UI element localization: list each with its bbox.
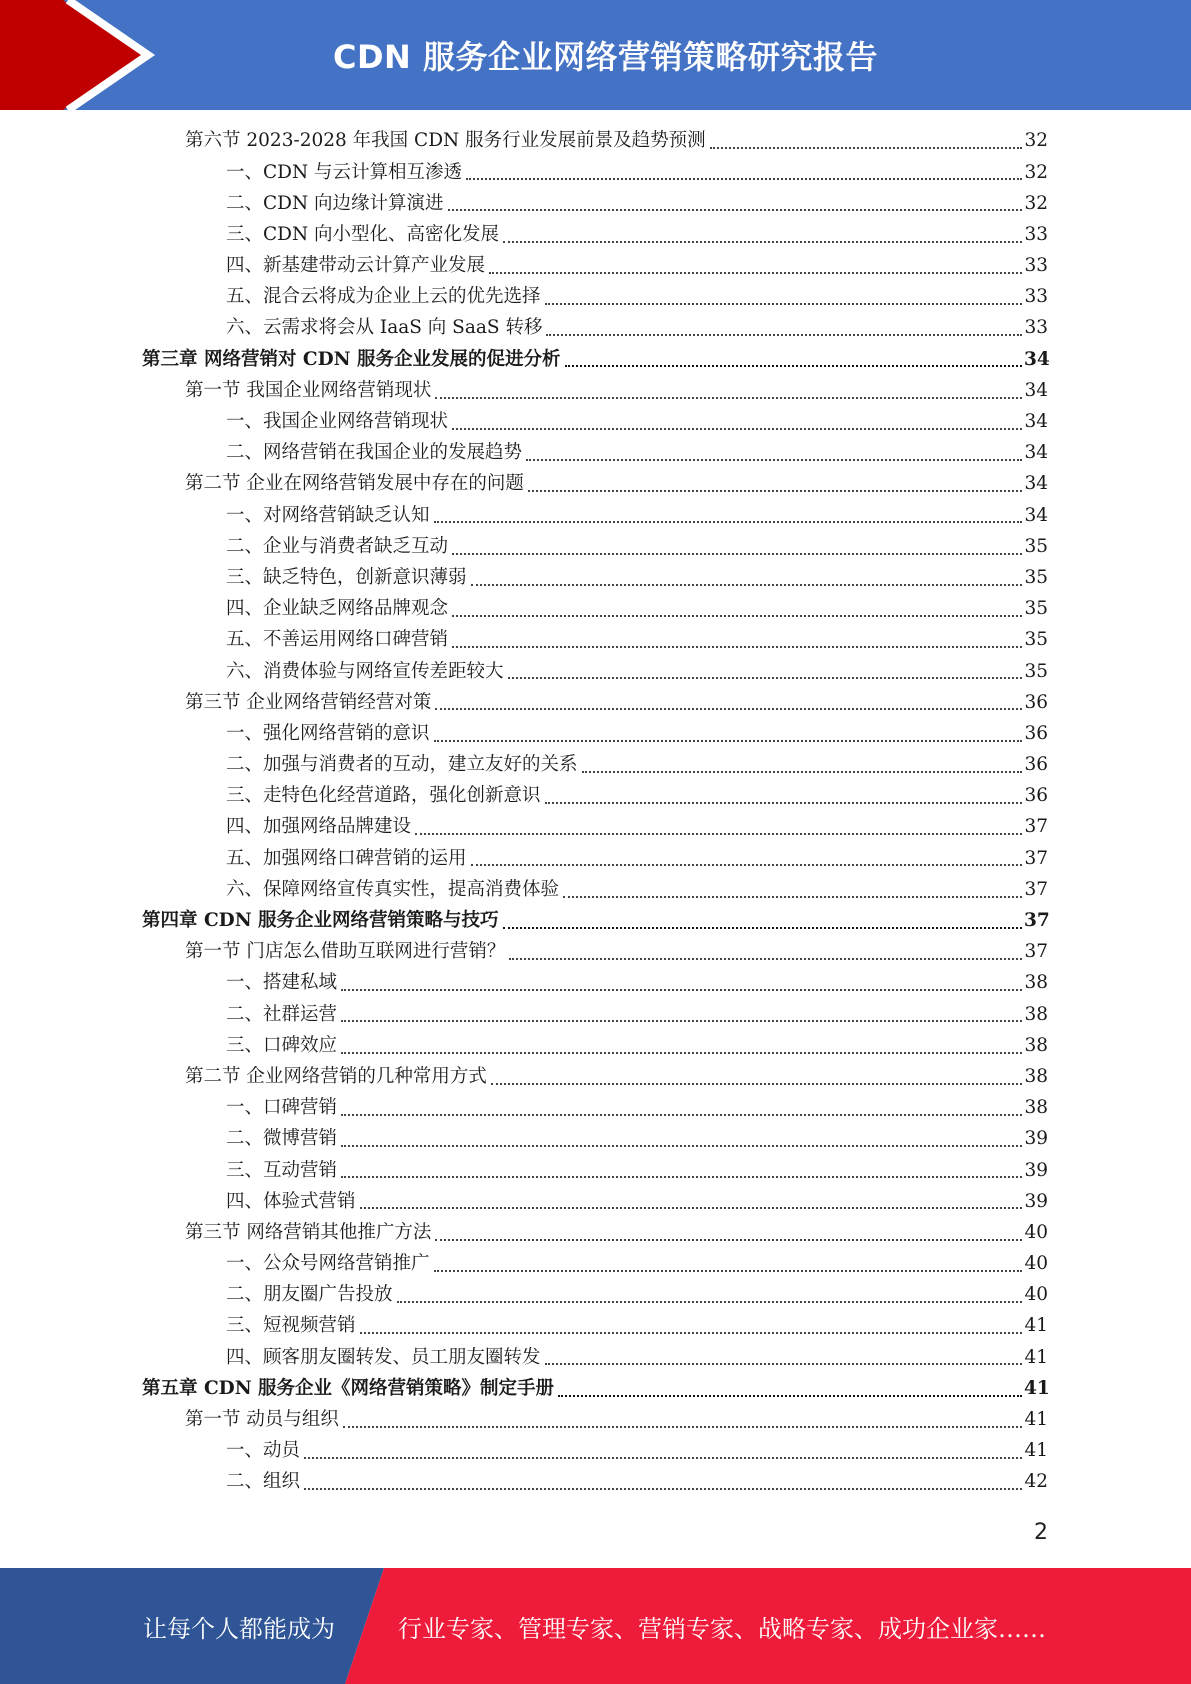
toc-dot-leader [471, 863, 1022, 866]
toc-dot-leader [503, 240, 1022, 243]
toc-entry-title: 第一节 门店怎么借助互联网进行营销？ [185, 941, 506, 963]
toc-dot-leader [509, 957, 1022, 960]
toc-dot-leader [565, 364, 1022, 367]
toc-subsection-entry[interactable] [0, 1342, 1191, 1373]
toc-subsection-entry[interactable] [0, 843, 1191, 874]
toc-subsection-entry[interactable] [0, 157, 1191, 188]
toc-subsection-entry[interactable] [0, 251, 1191, 282]
toc-subsection-entry[interactable] [0, 563, 1191, 594]
footer-banner [0, 1568, 1191, 1684]
toc-entry-title: 第二节 企业网络营销的几种常用方式 [185, 1065, 487, 1087]
toc-section-entry[interactable] [0, 126, 1191, 157]
toc-subsection-entry[interactable] [0, 1093, 1191, 1124]
toc-dot-leader [545, 302, 1022, 305]
toc-entry-title: 六、保障网络宣传真实性，提高消费体验 [226, 878, 560, 900]
toc-entry-page: 34 [1024, 411, 1048, 433]
toc-dot-leader [341, 988, 1022, 991]
toc-entry-page: 37 [1024, 941, 1048, 963]
toc-entry-title: 三、短视频营销 [226, 1315, 356, 1337]
toc-dot-leader [304, 1487, 1022, 1490]
toc-subsection-entry[interactable] [0, 781, 1191, 812]
toc-entry-page: 33 [1024, 286, 1048, 308]
toc-dot-leader [341, 1144, 1022, 1147]
toc-subsection-entry[interactable] [0, 812, 1191, 843]
toc-entry-page: 34 [1024, 442, 1048, 464]
toc-dot-leader [471, 583, 1022, 586]
toc-entry-title: 一、公众号网络营销推广 [226, 1253, 430, 1275]
toc-dot-leader [545, 801, 1022, 804]
toc-entry-page: 36 [1024, 691, 1048, 713]
toc-dot-leader [452, 614, 1022, 617]
toc-entry-title: 第一节 我国企业网络营销现状 [185, 379, 432, 401]
toc-section-entry[interactable] [0, 376, 1191, 407]
toc-entry-page: 41 [1024, 1346, 1048, 1368]
toc-entry-title: 二、微博营销 [226, 1128, 338, 1150]
toc-dot-leader [545, 1362, 1022, 1365]
toc-subsection-entry[interactable] [0, 968, 1191, 999]
toc-entry-page: 32 [1024, 130, 1048, 152]
toc-dot-leader [304, 1456, 1022, 1459]
toc-dot-leader [503, 926, 1022, 929]
toc-dot-leader [489, 271, 1022, 274]
toc-entry-page: 35 [1024, 598, 1048, 620]
page-number: 2 [1034, 1520, 1048, 1545]
toc-dot-leader [435, 1238, 1022, 1241]
toc-subsection-entry[interactable] [0, 1436, 1191, 1467]
toc-entry-page: 36 [1024, 785, 1048, 807]
toc-entry-page: 35 [1024, 660, 1048, 682]
toc-entry-page: 38 [1024, 972, 1048, 994]
toc-section-entry[interactable] [0, 1218, 1191, 1249]
toc-entry-page: 38 [1024, 1097, 1048, 1119]
toc-entry-title: 四、加强网络品牌建设 [226, 816, 412, 838]
toc-entry-page: 34 [1024, 473, 1048, 495]
toc-section-entry[interactable] [0, 937, 1191, 968]
toc-entry-title: 第三章 网络营销对 CDN 服务企业发展的促进分析 [142, 348, 561, 370]
toc-section-entry[interactable] [0, 687, 1191, 718]
toc-entry-title: 四、企业缺乏网络品牌观念 [226, 598, 449, 620]
toc-subsection-entry[interactable] [0, 1124, 1191, 1155]
toc-entry-title: 二、企业与消费者缺乏互动 [226, 535, 449, 557]
toc-subsection-entry[interactable] [0, 625, 1191, 656]
toc-dot-leader [452, 552, 1022, 555]
toc-entry-title: 四、新基建带动云计算产业发展 [226, 255, 486, 277]
toc-entry-title: 一、动员 [226, 1440, 301, 1462]
toc-chapter-entry[interactable] [0, 906, 1191, 937]
toc-dot-leader [434, 1269, 1022, 1272]
toc-dot-leader [558, 1394, 1022, 1397]
toc-entry-title: 一、搭建私域 [226, 972, 338, 994]
toc-subsection-entry[interactable] [0, 1249, 1191, 1280]
toc-subsection-entry[interactable] [0, 1155, 1191, 1186]
toc-dot-leader [341, 1113, 1022, 1116]
toc-dot-leader [434, 739, 1022, 742]
header-banner [0, 0, 1191, 110]
toc-entry-page: 40 [1024, 1221, 1048, 1243]
toc-dot-leader [434, 520, 1022, 523]
toc-entry-title: 一、口碑营销 [226, 1097, 338, 1119]
toc-entry-page: 32 [1024, 161, 1048, 183]
toc-entry-title: 三、走特色化经营道路，强化创新意识 [226, 785, 541, 807]
toc-entry-title: 二、加强与消费者的互动，建立友好的关系 [226, 754, 578, 776]
toc-entry-page: 39 [1024, 1190, 1048, 1212]
toc-subsection-entry[interactable] [0, 1311, 1191, 1342]
toc-entry-title: 第三节 企业网络营销经营对策 [185, 691, 432, 713]
toc-dot-leader [341, 1051, 1022, 1054]
toc-entry-page: 34 [1024, 348, 1050, 370]
toc-entry-page: 40 [1024, 1253, 1048, 1275]
toc-entry-title: 四、体验式营销 [226, 1190, 356, 1212]
toc-entry-title: 二、组织 [226, 1471, 301, 1493]
toc-entry-title: 二、网络营销在我国企业的发展趋势 [226, 442, 523, 464]
toc-subsection-entry[interactable] [0, 438, 1191, 469]
toc-entry-page: 40 [1024, 1284, 1048, 1306]
toc-subsection-entry[interactable] [0, 1280, 1191, 1311]
toc-dot-leader [360, 1206, 1022, 1209]
report-title: CDN 服务企业网络营销策略研究报告 [333, 38, 878, 76]
toc-entry-title: 一、我国企业网络营销现状 [226, 411, 449, 433]
toc-dot-leader [528, 489, 1022, 492]
toc-entry-title: 二、CDN 向边缘计算演进 [226, 192, 444, 214]
toc-entry-page: 34 [1024, 504, 1048, 526]
toc-entry-page: 37 [1024, 847, 1048, 869]
toc-dot-leader [710, 146, 1022, 149]
toc-dot-leader [452, 427, 1022, 430]
table-of-contents [0, 126, 1191, 1498]
toc-entry-title: 第一节 动员与组织 [185, 1409, 339, 1431]
toc-entry-title: 一、对网络营销缺乏认知 [226, 504, 430, 526]
toc-subsection-entry[interactable] [0, 1186, 1191, 1217]
toc-dot-leader [415, 832, 1022, 835]
header-chevron-red [0, 0, 143, 110]
toc-dot-leader [526, 458, 1022, 461]
toc-entry-page: 32 [1024, 192, 1048, 214]
toc-dot-leader [563, 895, 1022, 898]
toc-entry-page: 38 [1024, 1034, 1048, 1056]
toc-subsection-entry[interactable] [0, 875, 1191, 906]
toc-section-entry[interactable] [0, 469, 1191, 500]
toc-entry-title: 二、朋友圈广告投放 [226, 1284, 393, 1306]
toc-entry-page: 37 [1024, 878, 1048, 900]
toc-dot-leader [360, 1331, 1022, 1334]
toc-dot-leader [435, 396, 1022, 399]
toc-entry-page: 33 [1024, 223, 1048, 245]
toc-subsection-entry[interactable] [0, 313, 1191, 344]
toc-entry-page: 33 [1024, 255, 1048, 277]
toc-dot-leader [491, 1082, 1022, 1085]
toc-entry-title: 二、社群运营 [226, 1003, 338, 1025]
toc-entry-title: 三、CDN 向小型化、高密化发展 [226, 223, 500, 245]
toc-entry-title: 一、CDN 与云计算相互渗透 [226, 161, 463, 183]
toc-entry-page: 36 [1024, 722, 1048, 744]
toc-subsection-entry[interactable] [0, 750, 1191, 781]
toc-subsection-entry[interactable] [0, 656, 1191, 687]
toc-dot-leader [546, 333, 1022, 336]
toc-entry-title: 一、强化网络营销的意识 [226, 722, 430, 744]
toc-entry-title: 第二节 企业在网络营销发展中存在的问题 [185, 473, 524, 495]
footer-slogan-right: 行业专家、管理专家、营销专家、战略专家、成功企业家…… [398, 1614, 1046, 1643]
toc-section-entry[interactable] [0, 1405, 1191, 1436]
toc-subsection-entry[interactable] [0, 719, 1191, 750]
toc-entry-page: 41 [1024, 1377, 1050, 1399]
toc-subsection-entry[interactable] [0, 407, 1191, 438]
toc-entry-title: 第四章 CDN 服务企业网络营销策略与技巧 [142, 910, 499, 932]
toc-entry-page: 41 [1024, 1409, 1048, 1431]
toc-entry-page: 42 [1024, 1471, 1048, 1493]
toc-entry-title: 第五章 CDN 服务企业《网络营销策略》制定手册 [142, 1377, 555, 1399]
toc-entry-page: 37 [1024, 910, 1050, 932]
toc-entry-title: 五、加强网络口碑营销的运用 [226, 847, 467, 869]
toc-entry-page: 39 [1024, 1128, 1048, 1150]
toc-dot-leader [341, 1175, 1022, 1178]
toc-subsection-entry[interactable] [0, 531, 1191, 562]
toc-subsection-entry[interactable] [0, 500, 1191, 531]
toc-entry-title: 三、互动营销 [226, 1159, 338, 1181]
toc-entry-page: 41 [1024, 1315, 1048, 1337]
toc-subsection-entry[interactable] [0, 1030, 1191, 1061]
toc-subsection-entry[interactable] [0, 282, 1191, 313]
toc-dot-leader [397, 1300, 1022, 1303]
toc-section-entry[interactable] [0, 1062, 1191, 1093]
toc-subsection-entry[interactable] [0, 1467, 1191, 1498]
toc-entry-page: 35 [1024, 566, 1048, 588]
toc-dot-leader [582, 770, 1022, 773]
toc-dot-leader [508, 676, 1022, 679]
toc-entry-page: 38 [1024, 1065, 1048, 1087]
footer-slogan-left: 让每个人都能成为 [143, 1614, 335, 1643]
toc-dot-leader [435, 707, 1022, 710]
toc-entry-page: 35 [1024, 629, 1048, 651]
toc-subsection-entry[interactable] [0, 999, 1191, 1030]
toc-dot-leader [341, 1019, 1022, 1022]
toc-entry-title: 五、不善运用网络口碑营销 [226, 629, 449, 651]
toc-subsection-entry[interactable] [0, 188, 1191, 219]
toc-entry-title: 第六节 2023-2028 年我国 CDN 服务行业发展前景及趋势预测 [185, 130, 706, 152]
toc-subsection-entry[interactable] [0, 220, 1191, 251]
toc-dot-leader [452, 645, 1022, 648]
toc-dot-leader [466, 177, 1022, 180]
toc-entry-title: 五、混合云将成为企业上云的优先选择 [226, 286, 541, 308]
toc-dot-leader [343, 1425, 1022, 1428]
toc-entry-title: 六、消费体验与网络宣传差距较大 [226, 660, 504, 682]
toc-entry-title: 四、顾客朋友圈转发、员工朋友圈转发 [226, 1346, 541, 1368]
toc-entry-title: 三、口碑效应 [226, 1034, 338, 1056]
toc-subsection-entry[interactable] [0, 594, 1191, 625]
toc-entry-page: 39 [1024, 1159, 1048, 1181]
toc-dot-leader [448, 208, 1022, 211]
toc-entry-page: 36 [1024, 754, 1048, 776]
toc-entry-title: 六、云需求将会从 IaaS 向 SaaS 转移 [226, 317, 543, 339]
toc-entry-page: 33 [1024, 317, 1048, 339]
toc-entry-title: 三、缺乏特色，创新意识薄弱 [226, 566, 467, 588]
toc-entry-page: 38 [1024, 1003, 1048, 1025]
toc-chapter-entry[interactable] [0, 1374, 1191, 1405]
toc-entry-page: 41 [1024, 1440, 1048, 1462]
toc-entry-page: 34 [1024, 379, 1048, 401]
toc-entry-page: 37 [1024, 816, 1048, 838]
toc-entry-page: 35 [1024, 535, 1048, 557]
toc-chapter-entry[interactable] [0, 344, 1191, 375]
toc-entry-title: 第三节 网络营销其他推广方法 [185, 1221, 432, 1243]
